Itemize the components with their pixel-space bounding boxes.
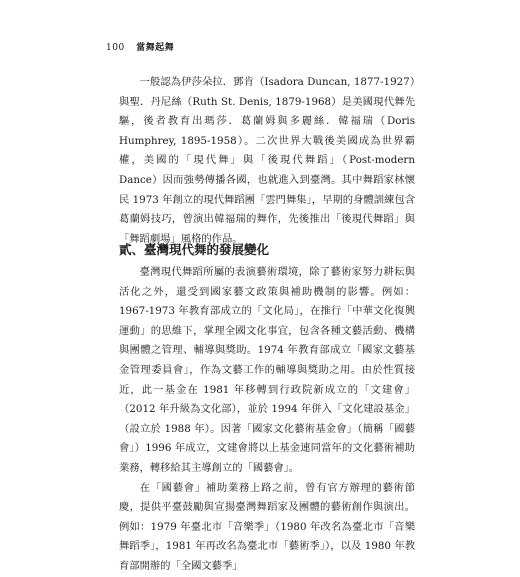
text-block-intro (119, 73, 415, 249)
page-number: 100 (106, 43, 125, 53)
book-title: 當舞起舞 (136, 43, 175, 53)
running-head (106, 40, 174, 53)
text-block-section (119, 263, 415, 577)
section-heading: 貳、臺灣現代舞的發展變化 (119, 242, 270, 257)
paragraph-dance-pioneers: 一般認為伊莎朵拉．鄧肯（Isadora Duncan, 1877-1927）與聖．丹尼絲（Ruth St. Denis, 1879-1968）是美國現代舞先驅，後者教育出瑪莎．葛蘭姆與多麗絲．韓福瑞（Doris Humphrey, 1895-1958）。二次世界大戰後美國成為世界霸權，美國的「現代舞」與「後現代舞蹈」（Post-modern Dance）因而強勢傳播各國，也就進入到臺灣。其中舞蹈家林懷民 1973 年創立的現代舞蹈團「雲門舞集」，早期的身體訓練包含葛蘭姆技巧，曾演出韓福瑞的舞作，先後推出「後現代舞蹈」與「舞蹈劇場」風格的作品。 (119, 76, 415, 245)
paragraph-policy: 臺灣現代舞蹈所屬的表演藝術環境，除了藝術家努力耕耘與活化之外，還受到國家藝文政策與補助機制的影響。例如：1967-1973 年教育部成立的「文化局」，在推行「中華文化復興運動」的思維下，掌理全國文化事宜，包含各種文藝活動、機構與團體之管理、輔導與獎助。1974 年教育部成立「國家文藝基金管理委員會」，作為文藝工作的輔導與獎助之用。由於性質接近，此一基金在 1981 年移轉到行政院新成立的「文建會」（2012 年升級為文化部），並於 1994 年併入「文化建設基金」（設立於 1988 年）。因著「國家文化藝術基金會」（簡稱「國藝會」）1996 年成立，文建會將以上基金連同當年的文化藝術補助業務，轉移給其主導創立的「國藝會」。 (119, 266, 415, 474)
paragraph-festivals: 在「國藝會」補助業務上路之前，曾有官方辦理的藝術節慶，提供平臺鼓勵與宣揚臺灣舞蹈家及團體的藝術創作與演出。例如：1979 年臺北市「音樂季」（1980 年改名為臺北市「音樂舞蹈季」，1981 年再改名為臺北市「藝術季」），以及 1980 年教育部開辦的「全國文藝季」 (119, 481, 415, 572)
